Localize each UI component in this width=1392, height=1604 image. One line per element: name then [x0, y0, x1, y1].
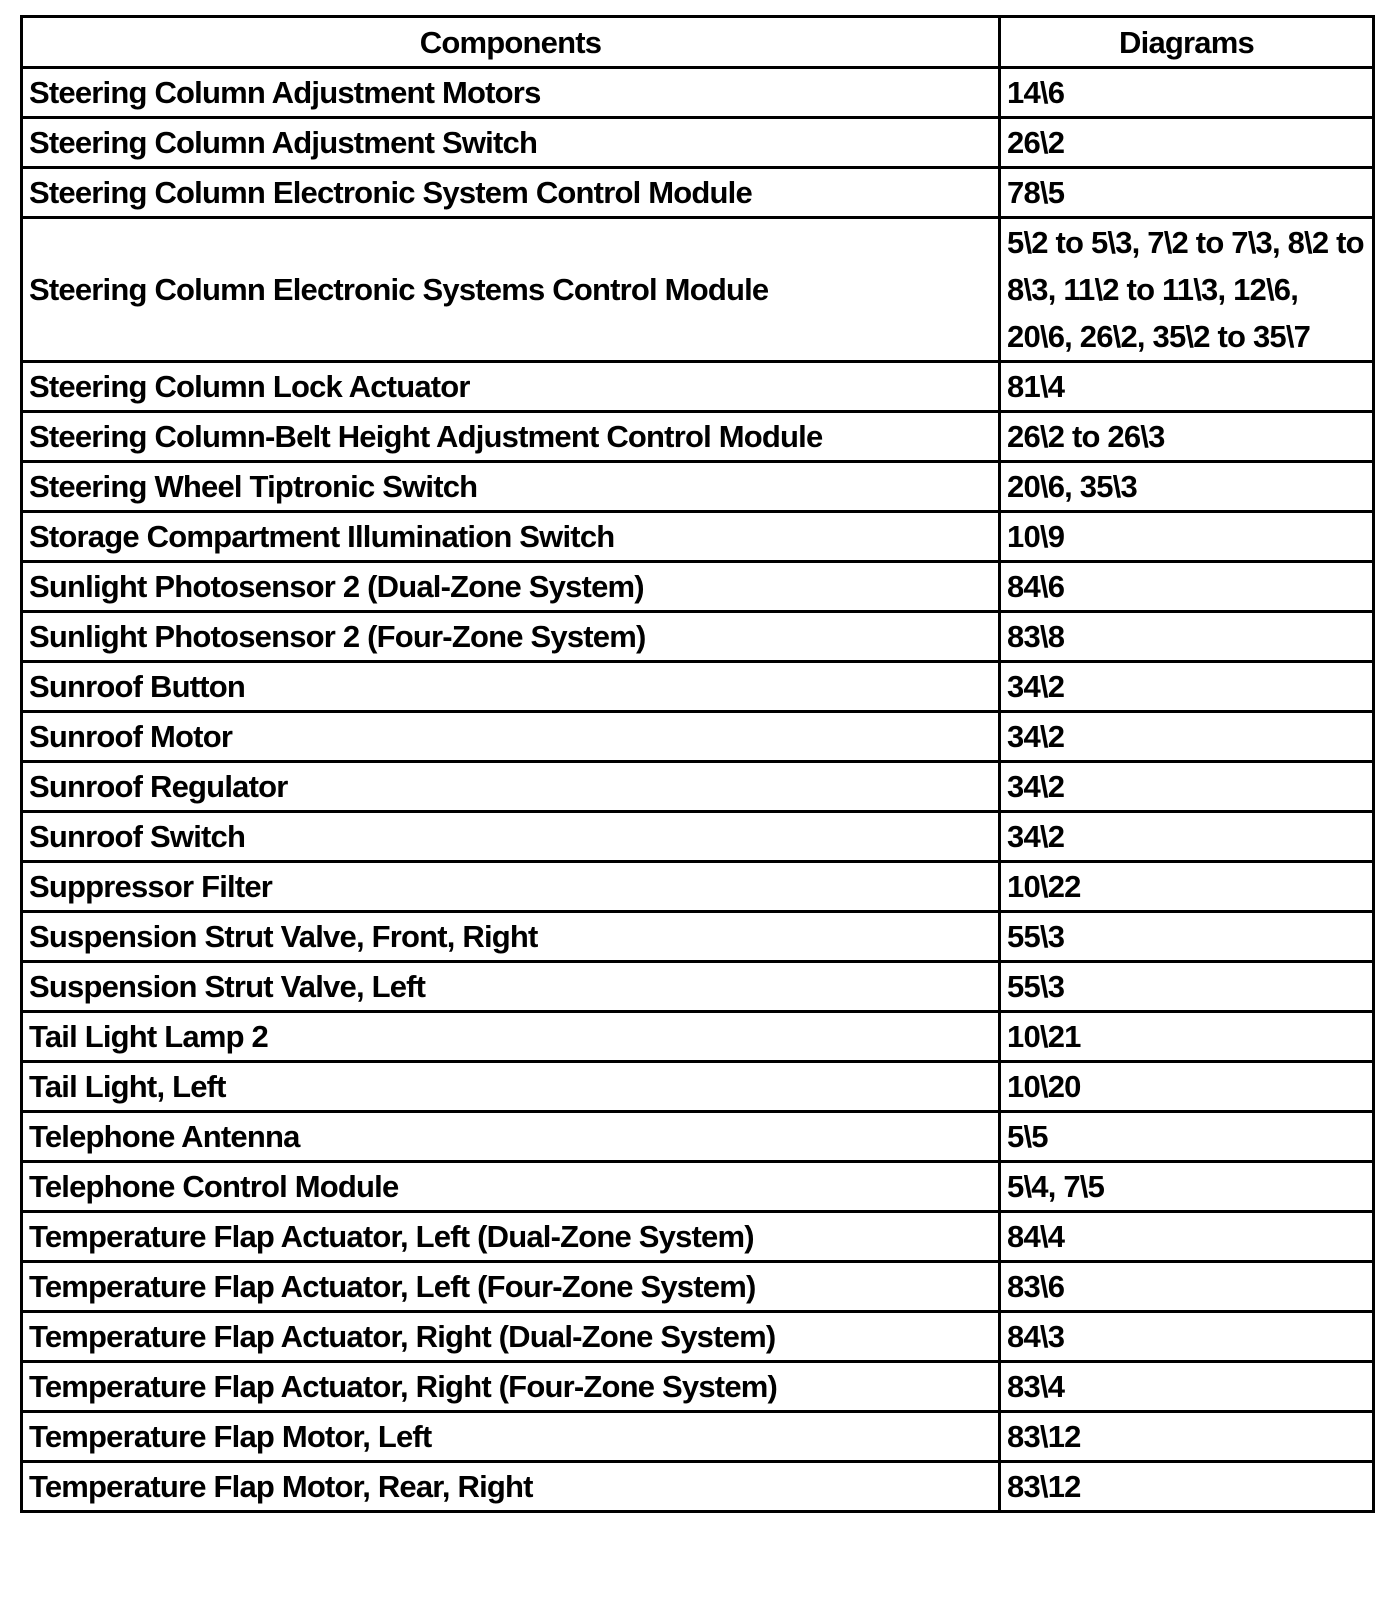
component-cell: Tail Light, Left [22, 1062, 1000, 1112]
table-row [22, 1012, 1374, 1062]
table-row [22, 1212, 1374, 1262]
table-row [22, 1462, 1374, 1512]
table-row [22, 912, 1374, 962]
diagrams-cell: 55\3 [1000, 962, 1374, 1012]
table-row [22, 1312, 1374, 1362]
component-cell: Telephone Antenna [22, 1112, 1000, 1162]
header-components: Components [22, 17, 1000, 68]
component-cell: Temperature Flap Motor, Left [22, 1412, 1000, 1462]
diagrams-cell: 5\4, 7\5 [1000, 1162, 1374, 1212]
table-row [22, 962, 1374, 1012]
diagrams-cell: 83\4 [1000, 1362, 1374, 1412]
diagrams-cell: 10\22 [1000, 862, 1374, 912]
diagrams-cell: 5\2 to 5\3, 7\2 to 7\3, 8\2 to 8\3, 11\2 to 11\3, 12\6, 20\6, 26\2, 35\2 to 35\7 [1000, 218, 1374, 362]
diagrams-cell: 20\6, 35\3 [1000, 462, 1374, 512]
component-cell: Steering Column Electronic Systems Control Module [22, 218, 1000, 362]
diagrams-cell: 10\21 [1000, 1012, 1374, 1062]
component-cell: Sunlight Photosensor 2 (Dual-Zone System) [22, 562, 1000, 612]
diagrams-cell: 83\12 [1000, 1462, 1374, 1512]
component-cell: Suspension Strut Valve, Front, Right [22, 912, 1000, 962]
diagrams-cell: 34\2 [1000, 712, 1374, 762]
component-cell: Temperature Flap Actuator, Right (Four-Zone System) [22, 1362, 1000, 1412]
table-row [22, 412, 1374, 462]
diagrams-cell: 5\5 [1000, 1112, 1374, 1162]
component-cell: Steering Column Electronic System Control Module [22, 168, 1000, 218]
component-cell: Steering Column Adjustment Motors [22, 68, 1000, 118]
component-cell: Tail Light Lamp 2 [22, 1012, 1000, 1062]
diagrams-cell: 10\9 [1000, 512, 1374, 562]
table-row [22, 1112, 1374, 1162]
table-row [22, 68, 1374, 118]
diagrams-cell: 78\5 [1000, 168, 1374, 218]
table-row [22, 462, 1374, 512]
diagrams-cell: 84\4 [1000, 1212, 1374, 1262]
table-row [22, 512, 1374, 562]
component-cell: Steering Column-Belt Height Adjustment Control Module [22, 412, 1000, 462]
components-diagrams-table [20, 15, 1375, 1513]
component-cell: Steering Column Adjustment Switch [22, 118, 1000, 168]
table-row [22, 218, 1374, 362]
table-row [22, 862, 1374, 912]
component-cell: Temperature Flap Actuator, Left (Dual-Zone System) [22, 1212, 1000, 1262]
component-cell: Temperature Flap Actuator, Left (Four-Zone System) [22, 1262, 1000, 1312]
diagrams-cell: 83\8 [1000, 612, 1374, 662]
diagrams-cell: 81\4 [1000, 362, 1374, 412]
diagrams-cell: 55\3 [1000, 912, 1374, 962]
table-row [22, 168, 1374, 218]
component-cell: Suspension Strut Valve, Left [22, 962, 1000, 1012]
diagrams-cell: 10\20 [1000, 1062, 1374, 1112]
table-row [22, 118, 1374, 168]
component-cell: Sunroof Motor [22, 712, 1000, 762]
diagrams-cell: 83\12 [1000, 1412, 1374, 1462]
table-row [22, 362, 1374, 412]
header-diagrams: Diagrams [1000, 17, 1374, 68]
table-body [22, 68, 1374, 1512]
table-row [22, 762, 1374, 812]
component-cell: Steering Column Lock Actuator [22, 362, 1000, 412]
component-cell: Suppressor Filter [22, 862, 1000, 912]
table-row [22, 812, 1374, 862]
component-cell: Temperature Flap Motor, Rear, Right [22, 1462, 1000, 1512]
diagrams-cell: 26\2 [1000, 118, 1374, 168]
diagrams-cell: 34\2 [1000, 662, 1374, 712]
table-header-row [22, 17, 1374, 68]
diagrams-cell: 34\2 [1000, 762, 1374, 812]
component-cell: Sunlight Photosensor 2 (Four-Zone System) [22, 612, 1000, 662]
table-row [22, 1262, 1374, 1312]
table-row [22, 1162, 1374, 1212]
table-row [22, 1362, 1374, 1412]
table-row [22, 1412, 1374, 1462]
component-cell: Storage Compartment Illumination Switch [22, 512, 1000, 562]
component-cell: Sunroof Regulator [22, 762, 1000, 812]
component-cell: Sunroof Button [22, 662, 1000, 712]
diagrams-cell: 84\6 [1000, 562, 1374, 612]
table-row [22, 562, 1374, 612]
component-cell: Sunroof Switch [22, 812, 1000, 862]
diagrams-cell: 26\2 to 26\3 [1000, 412, 1374, 462]
table-row [22, 1062, 1374, 1112]
diagrams-cell: 34\2 [1000, 812, 1374, 862]
table-row [22, 712, 1374, 762]
diagrams-cell: 84\3 [1000, 1312, 1374, 1362]
component-cell: Steering Wheel Tiptronic Switch [22, 462, 1000, 512]
diagrams-cell: 14\6 [1000, 68, 1374, 118]
component-cell: Temperature Flap Actuator, Right (Dual-Zone System) [22, 1312, 1000, 1362]
table-row [22, 612, 1374, 662]
component-cell: Telephone Control Module [22, 1162, 1000, 1212]
diagrams-cell: 83\6 [1000, 1262, 1374, 1312]
table-row [22, 662, 1374, 712]
